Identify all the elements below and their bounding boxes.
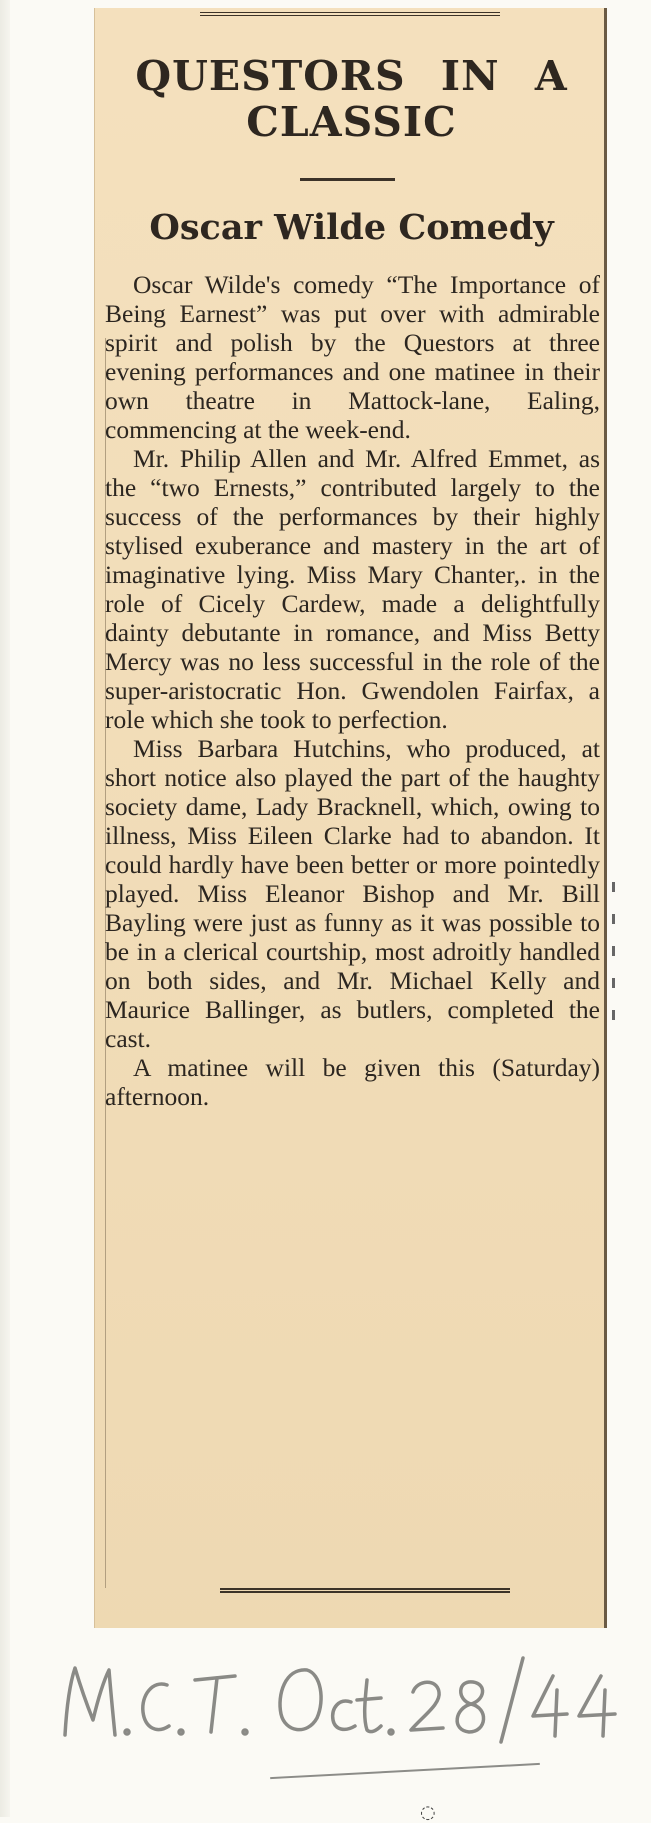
subheadline: Oscar Wilde Comedy bbox=[149, 207, 554, 248]
handwritten-date-annotation bbox=[45, 1640, 645, 1750]
headline-line-2: CLASSIC bbox=[246, 98, 457, 146]
paragraph: Miss Barbara Hutchins, who produced, at short notice also played the part of the haughty society dame, Lady Bracknell, which, owing to illness, Miss Eileen Clarke had to abandon. It could hardly have been better or more pointedly played. Miss Eleanor Bishop and Mr. Bill Bayling were just as funny as it was possible to be in a clerical courtship, most adroitly handled on both sides, and Mr. Michael Kelly and Maurice Ballinger, as butlers, completed the cast. bbox=[105, 734, 600, 1053]
top-rule bbox=[200, 12, 500, 16]
newspaper-clipping bbox=[94, 8, 607, 1628]
margin-marks bbox=[608, 860, 624, 1060]
article-body bbox=[105, 270, 600, 1111]
headline bbox=[95, 53, 608, 145]
paragraph: Mr. Philip Allen and Mr. Alfred Emmet, as the “two Ernests,” contributed largely to the success of the performances by their highly stylised exuberance and mastery in the art of imaginative lying. Miss Mary Chanter,. in the role of Cicely Cardew, made a delightfully dainty debutante in romance, and Miss Betty Mercy was no less successful in the role of the super-aristocratic Hon. Gwendolen Fairfax, a role which she took to perfection. bbox=[105, 444, 600, 734]
headline-line-1: QUESTORS IN A bbox=[135, 52, 568, 100]
paragraph: Oscar Wilde's comedy “The Importance of Being Earnest” was put over with admirable spirit and polish by the Questors at three evening performances and one matinee in their own theatre in Mattock-lane, Ealing, commencing at the week-end. bbox=[105, 270, 600, 444]
bottom-rule bbox=[220, 1588, 510, 1593]
page-mark: ◌ bbox=[420, 1802, 436, 1823]
page-edge bbox=[0, 0, 10, 1817]
annotation-underline bbox=[270, 1763, 540, 1779]
headline-divider bbox=[300, 178, 395, 181]
paragraph: A matinee will be given this (Saturday) afternoon. bbox=[105, 1053, 600, 1111]
